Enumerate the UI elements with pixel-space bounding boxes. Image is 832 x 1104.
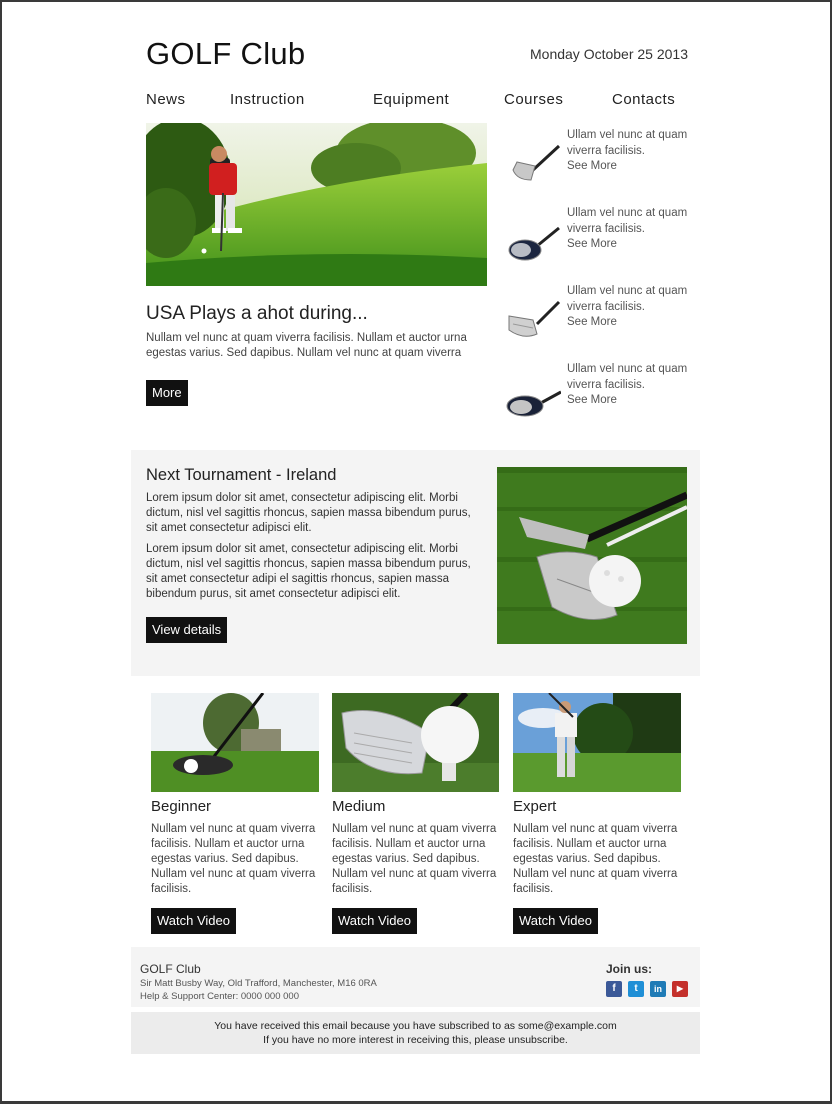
tournament-paragraph-2: Lorem ipsum dolor sit amet, consectetur adipiscing elit. Morbi dictum, nisl vel sagittis rhoncus, sapien massa bibendum purus, sit amet consectetur adipi el sagittis rhoncus, sapien massa bibendum purus, sit amet consectetur adipisci elit.: [146, 543, 471, 600]
sidebar-item[interactable]: [503, 206, 693, 268]
see-more-link[interactable]: See More: [567, 394, 617, 406]
level-title-beginner: Beginner: [151, 798, 212, 815]
level-body-expert: Nullam vel nunc at quam viverra facilisis. Nullam et auctor urna egestas varius. Sed dapibus. Nullam vel nunc at quam viverra facilisis.: [513, 823, 678, 895]
watch-video-button-expert[interactable]: Watch Video: [513, 908, 598, 934]
expert-image: [513, 693, 681, 792]
sidebar-item[interactable]: [503, 362, 693, 424]
golf-driver-icon: [503, 218, 561, 262]
see-more-link[interactable]: See More: [567, 160, 617, 172]
notice-line-1: You have received this email because you have subscribed to as some@example.com: [214, 1020, 617, 1032]
medium-image: [332, 693, 499, 792]
see-more-link[interactable]: See More: [567, 316, 617, 328]
level-title-expert: Expert: [513, 798, 557, 815]
level-body-medium: Nullam vel nunc at quam viverra facilisis. Nullam et auctor urna egestas varius. Sed dapibus. Nullam vel nunc at quam viverra facilisis.: [332, 823, 497, 895]
golf-wood-icon: [503, 374, 561, 418]
footer-name: GOLF Club: [140, 962, 201, 976]
facebook-icon[interactable]: f: [606, 981, 622, 997]
golf-club-icon: [503, 140, 561, 184]
nav-item-equipment[interactable]: Equipment: [373, 91, 450, 108]
header-date: Monday October 25 2013: [530, 46, 688, 62]
see-more-link[interactable]: See More: [567, 238, 617, 250]
tournament-title: Next Tournament - Ireland: [146, 466, 337, 484]
footer-address: Sir Matt Busby Way, Old Trafford, Manchester, M16 0RA: [140, 978, 377, 989]
nav-item-news[interactable]: News: [146, 91, 186, 108]
feature-body: Nullam vel nunc at quam viverra facilisis. Nullam et auctor urna egestas varius. Sed dapibus. Nullam vel nunc at quam viverra: [146, 332, 467, 359]
nav-item-contacts[interactable]: Contacts: [612, 91, 676, 108]
youtube-icon[interactable]: ▶: [672, 981, 688, 997]
subscription-notice: [131, 1012, 700, 1054]
golf-iron-icon: [503, 296, 561, 340]
sidebar-text: Ullam vel nunc at quam viverra facilisis.: [567, 363, 688, 391]
footer-support: Help & Support Center: 0000 000 000: [140, 991, 299, 1002]
view-details-button[interactable]: View details: [146, 617, 227, 643]
tournament-paragraph-1: Lorem ipsum dolor sit amet, consectetur adipiscing elit. Morbi dictum, nisl vel sagittis rhoncus, sapien massa bibendum purus, sit amet consectetur adipisci elit.: [146, 492, 471, 534]
twitter-icon[interactable]: t: [628, 981, 644, 997]
feature-image: [146, 123, 487, 286]
nav-item-courses[interactable]: Courses: [504, 91, 564, 108]
tournament-image: [497, 467, 687, 644]
sidebar-text: Ullam vel nunc at quam viverra facilisis.: [567, 285, 688, 313]
nav-item-instruction[interactable]: Instruction: [230, 91, 305, 108]
linkedin-icon[interactable]: in: [650, 981, 666, 997]
join-us-label: Join us:: [606, 962, 653, 976]
feature-headline: USA Plays a ahot during...: [146, 303, 368, 324]
more-button[interactable]: More: [146, 380, 188, 406]
sidebar-item[interactable]: [503, 128, 693, 190]
level-body-beginner: Nullam vel nunc at quam viverra facilisis. Nullam et auctor urna egestas varius. Sed dapibus. Nullam vel nunc at quam viverra facilisis.: [151, 823, 316, 895]
sidebar-item[interactable]: [503, 284, 693, 346]
watch-video-button-beginner[interactable]: Watch Video: [151, 908, 236, 934]
level-title-medium: Medium: [332, 798, 386, 815]
sidebar-text: Ullam vel nunc at quam viverra facilisis.: [567, 207, 688, 235]
notice-line-2: If you have no more interest in receiving this, please unsubscribe.: [263, 1034, 568, 1046]
beginner-image: [151, 693, 319, 792]
site-title: GOLF Club: [146, 36, 306, 71]
watch-video-button-medium[interactable]: Watch Video: [332, 908, 417, 934]
sidebar-text: Ullam vel nunc at quam viverra facilisis.: [567, 129, 688, 157]
